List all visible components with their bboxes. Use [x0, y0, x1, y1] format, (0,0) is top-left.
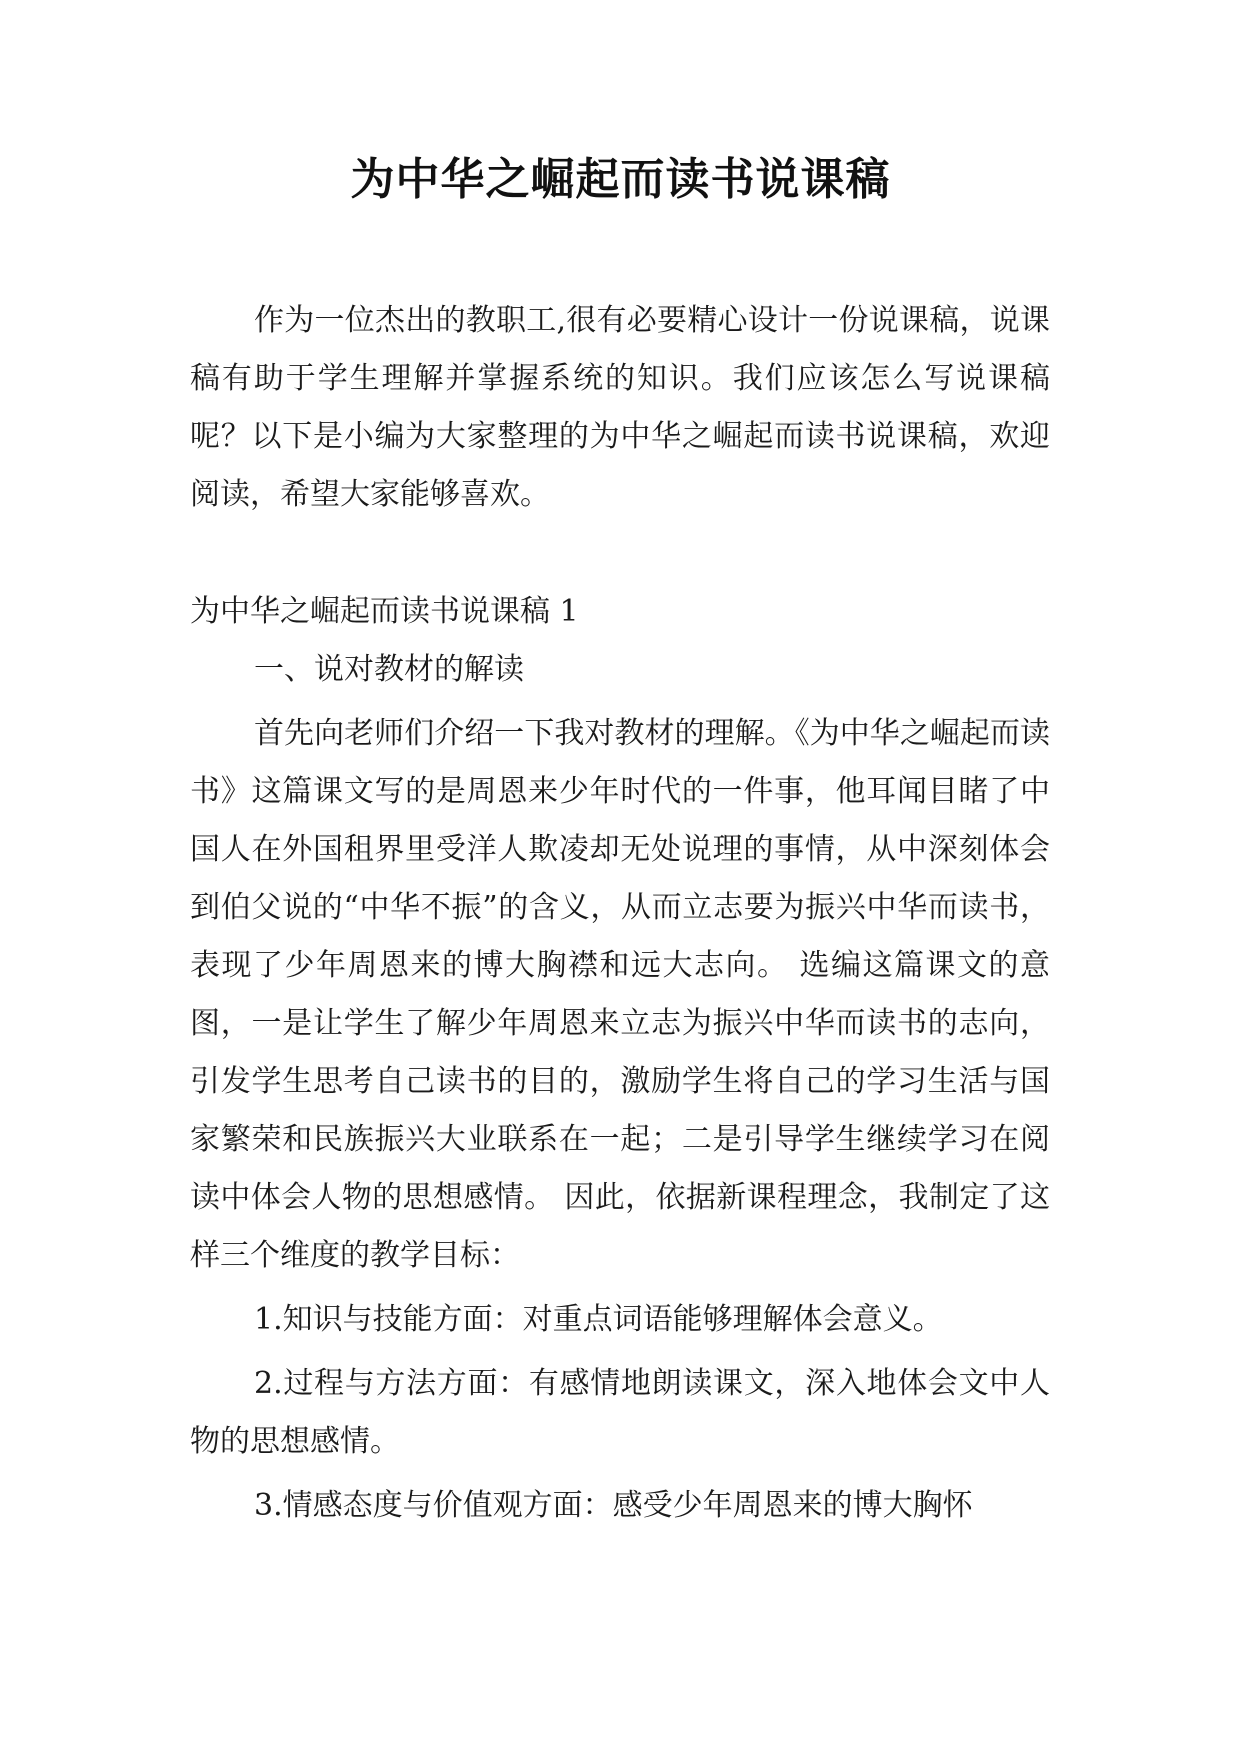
- intro-paragraph: 作为一位杰出的教职工,很有必要精心设计一份说课稿，说课稿有助于学生理解并掌握系统的知识。我们应该怎么写说课稿呢？以下是小编为大家整理的为中华之崛起而读书说课稿，欢迎阅读，希望大家能够喜欢。: [190, 303, 1050, 512]
- intro-block: [190, 292, 1050, 524]
- subheading: 一、说对教材的解读: [254, 652, 524, 687]
- main-paragraph: 首先向老师们介绍一下我对教材的理解。《为中华之崛起而读书》这篇课文写的是周恩来少年时代的一件事，他耳闻目睹了中国人在外国租界里受洋人欺凌却无处说理的事情，从中深刻体会到伯父说的“中华不振”的含义，从而立志要为振兴中华而读书，表现了少年周恩来的博大胸襟和远大志向。 选编这篇课文的意图，一是让学生了解少年周恩来立志为振兴中华而读书的志向，引发学生思考自己读书的目的，激励学生将自己的学习生活与国家繁荣和民族振兴大业联系在一起；二是引导学生继续学习在阅读中体会人物的思想感情。 因此，依据新课程理念，我制定了这样三个维度的教学目标：: [190, 716, 1050, 1273]
- section-title: 为中华之崛起而读书说课稿 1: [190, 594, 579, 629]
- document-title: 为中华之崛起而读书说课稿: [350, 154, 891, 205]
- goal-item-1: 1.知识与技能方面：对重点词语能够理解体会意义。: [254, 1302, 943, 1337]
- goal-item-2: 2.过程与方法方面：有感情地朗读课文，深入地体会文中人物的思想感情。: [190, 1366, 1050, 1459]
- section-block: [190, 583, 1050, 1535]
- goal-item-3: 3.情感态度与价值观方面：感受少年周恩来的博大胸怀: [254, 1488, 973, 1523]
